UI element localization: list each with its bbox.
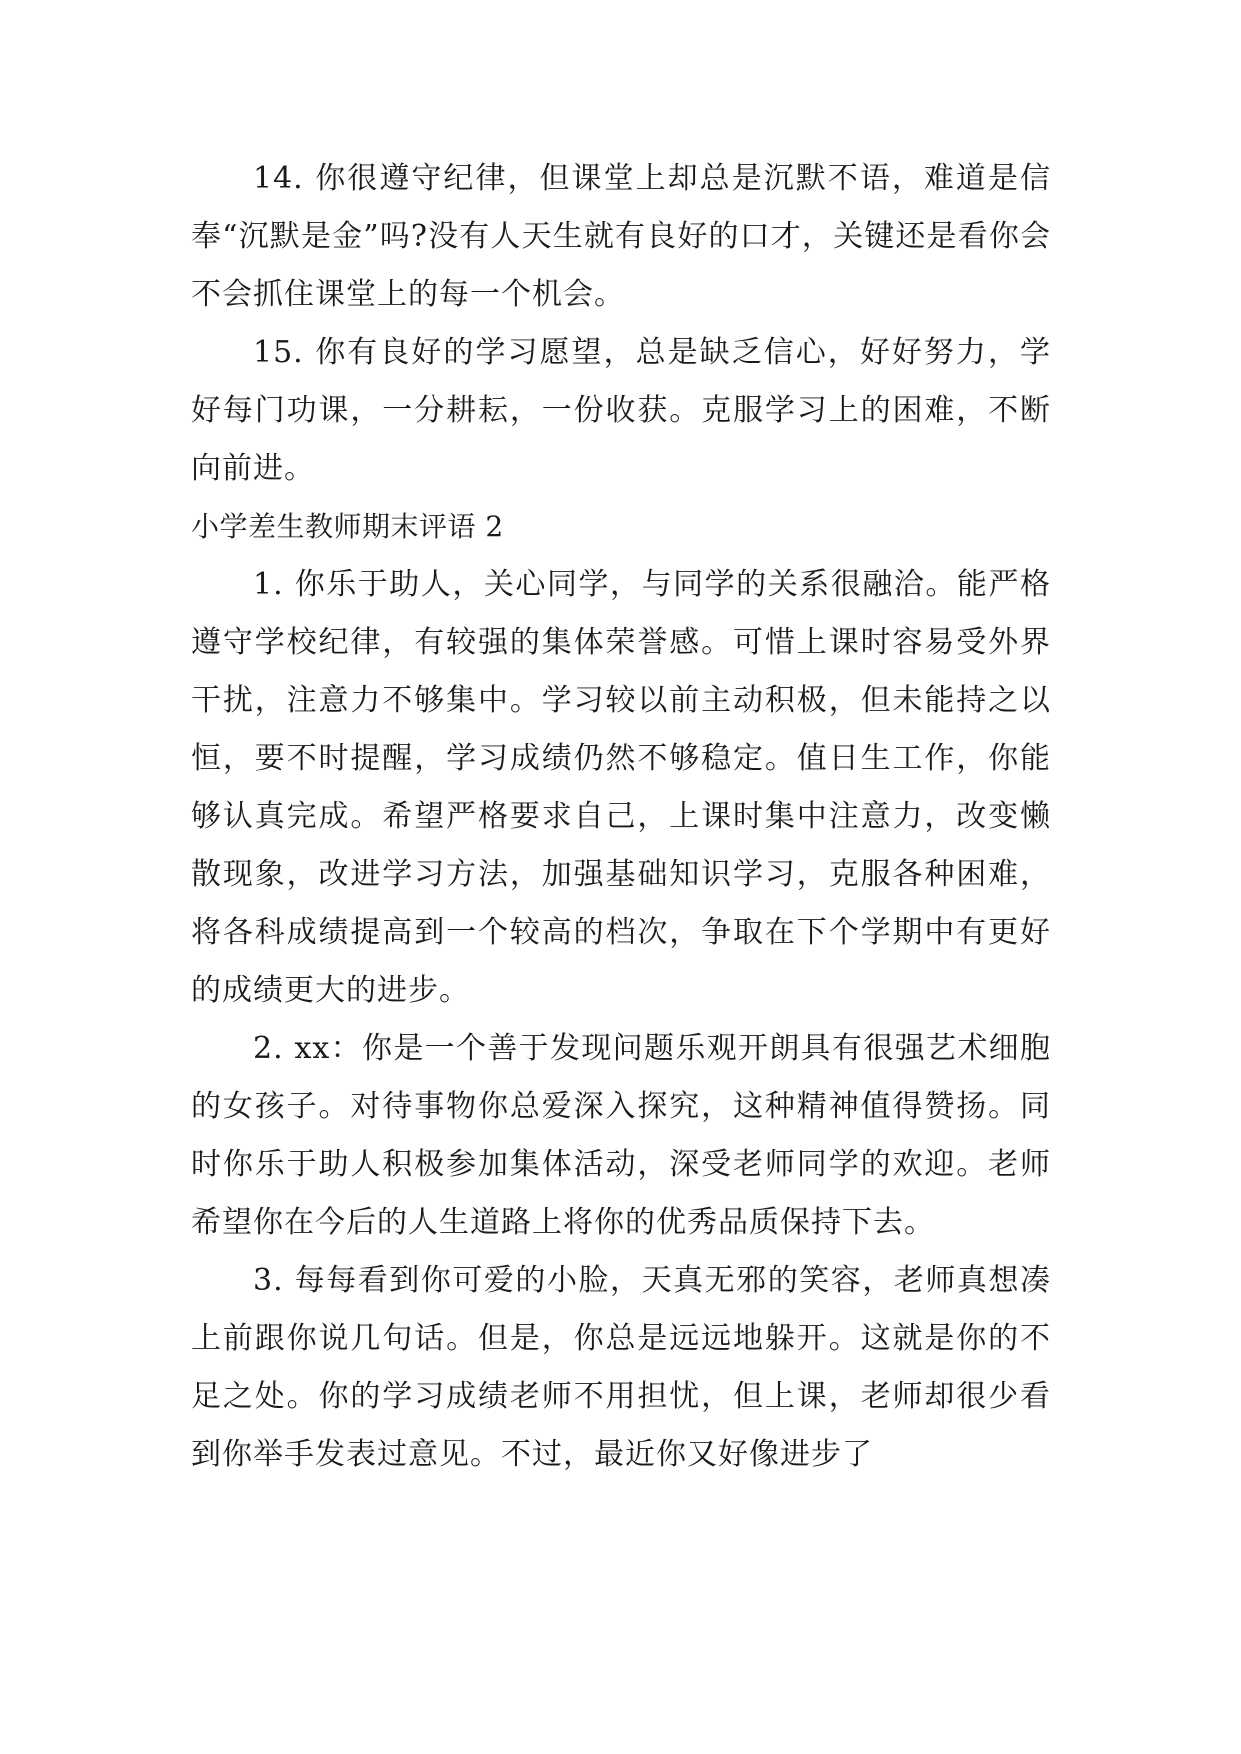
comment-paragraph-2: 2. xx：你是一个善于发现问题乐观开朗具有很强艺术细胞的女孩子。对待事物你总爱深入探究，这种精神值得赞扬。同时你乐于助人积极参加集体活动，深受老师同学的欢迎。老师希望你在今后的人生道路上将你的优秀品质保持下去。 — [191, 1031, 1051, 1240]
comment-paragraph-14: 14. 你很遵守纪律，但课堂上却总是沉默不语，难道是信奉“沉默是金”吗?没有人天生就有良好的口才，关键还是看你会不会抓住课堂上的每一个机会。 — [191, 161, 1051, 312]
comment-paragraph-15: 15. 你有良好的学习愿望，总是缺乏信心，好好努力，学好每门功课，一分耕耘，一份收获。克服学习上的困难，不断向前进。 — [191, 335, 1051, 486]
section-title: 小学差生教师期末评语 2 — [191, 510, 504, 543]
comment-paragraph-3: 3. 每每看到你可爱的小脸，天真无邪的笑容，老师真想凑上前跟你说几句话。但是，你总是远远地躲开。这就是你的不足之处。你的学习成绩老师不用担忧，但上课，老师却很少看到你举手发表过意见。不过，最近你又好像进步了 — [191, 1263, 1051, 1472]
document-body — [191, 150, 1051, 1484]
comment-paragraph-1: 1. 你乐于助人，关心同学，与同学的关系很融洽。能严格遵守学校纪律，有较强的集体荣誉感。可惜上课时容易受外界干扰，注意力不够集中。学习较以前主动积极，但未能持之以恒，要不时提醒，学习成绩仍然不够稳定。值日生工作，你能够认真完成。希望严格要求自己，上课时集中注意力，改变懒散现象，改进学习方法，加强基础知识学习，克服各种困难，将各科成绩提高到一个较高的档次，争取在下个学期中有更好的成绩更大的进步。 — [191, 567, 1051, 1008]
